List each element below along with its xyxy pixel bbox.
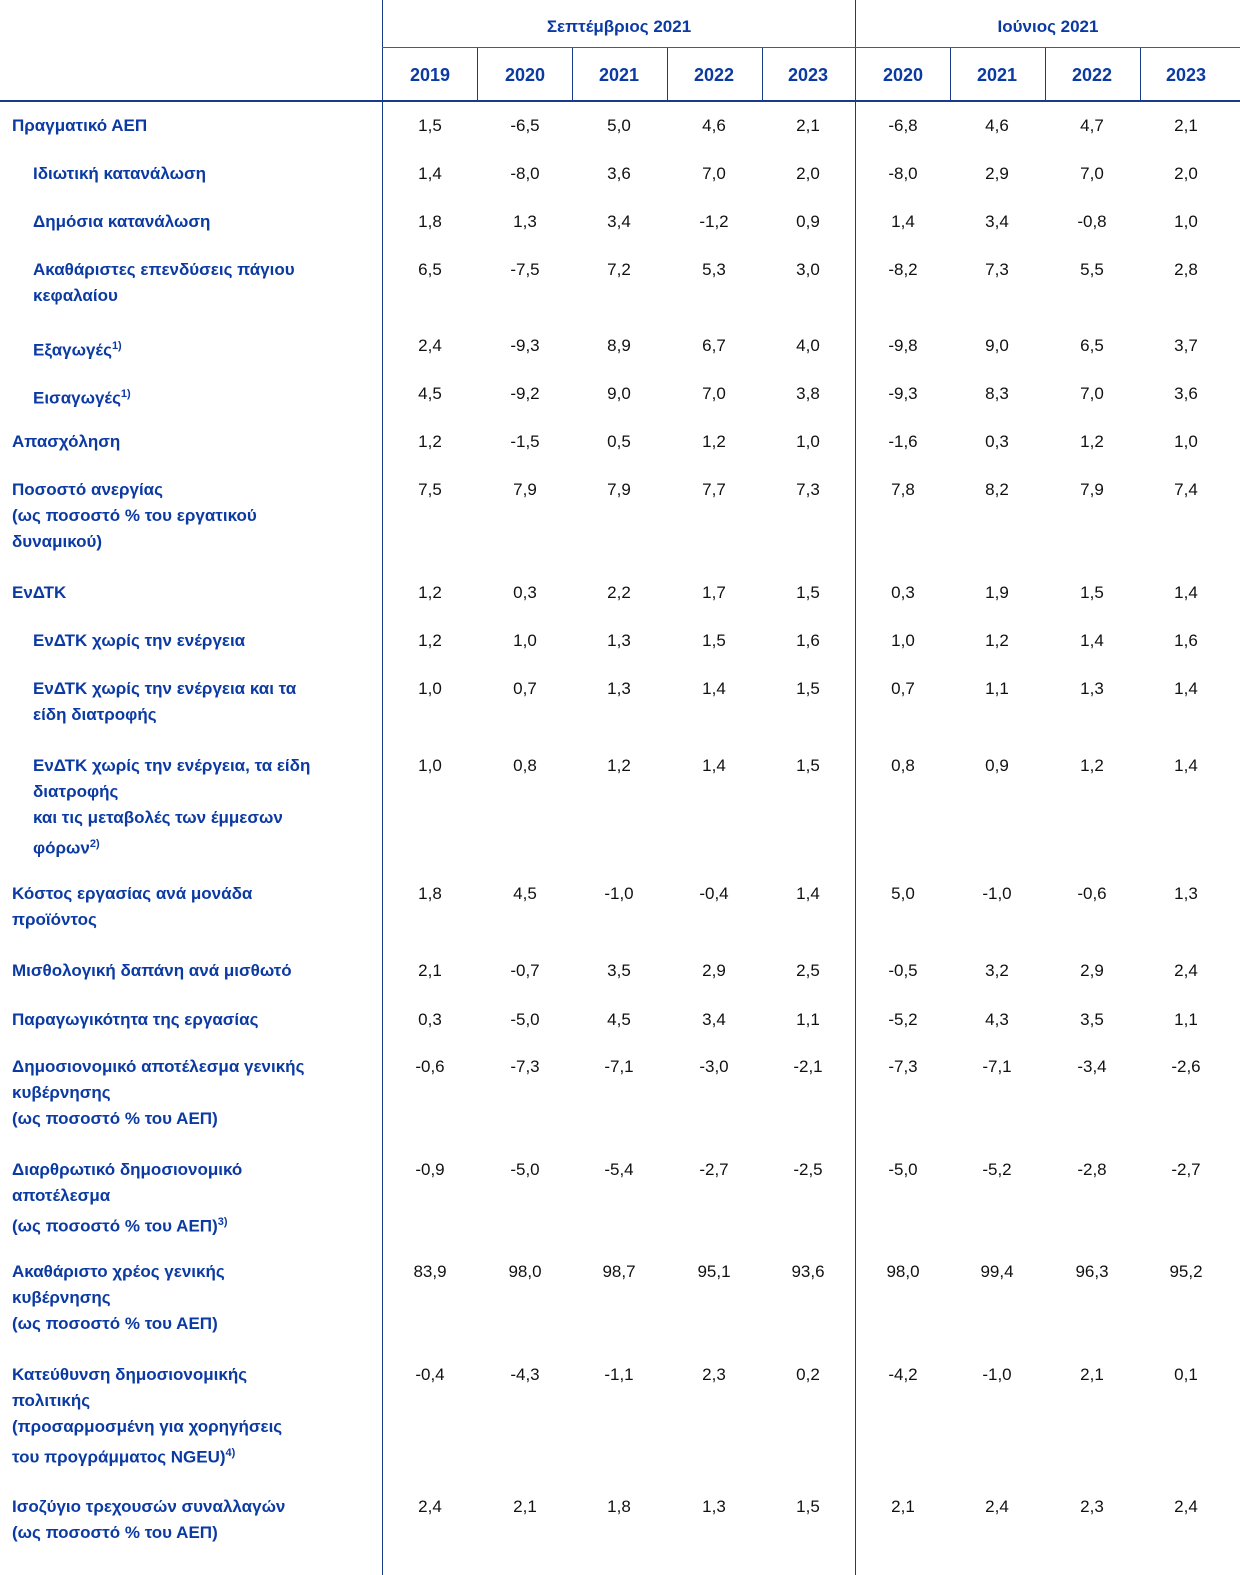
- table-cell: -2,1: [793, 1057, 823, 1076]
- table-cell: -6,5: [510, 116, 540, 135]
- table-cell: 3,5: [1080, 1010, 1104, 1029]
- table-cell: 96,3: [1075, 1262, 1109, 1281]
- table-cell: 2,1: [891, 1497, 915, 1516]
- table-cell: 3,4: [702, 1010, 726, 1029]
- table-cell: -5,2: [982, 1160, 1012, 1179]
- table-cell: 0,3: [985, 432, 1009, 451]
- table-cell: 1,4: [702, 756, 726, 775]
- table-cell: 1,9: [985, 583, 1009, 602]
- header-bottom-rule: [0, 100, 1240, 102]
- row-label-text: Δημοσιονομικό αποτέλεσμα γενικής κυβέρνησης (ως ποσοστό % του ΑΕΠ): [12, 1057, 305, 1128]
- row-label-text: ΕνΔΤΚ χωρίς την ενέργεια: [33, 631, 246, 650]
- table-cell: 4,5: [513, 884, 537, 903]
- table-cell: 1,2: [607, 756, 631, 775]
- row-label: [12, 1054, 377, 1132]
- table-cell: -1,0: [982, 1365, 1012, 1384]
- table-cell: -0,6: [415, 1057, 445, 1076]
- row-label-text: Πραγματικό ΑΕΠ: [12, 116, 148, 135]
- table-cell: -5,4: [604, 1160, 634, 1179]
- table-cell: 2,9: [1080, 961, 1104, 980]
- table-cell: 1,0: [891, 631, 915, 650]
- table-cell: 1,5: [418, 116, 442, 135]
- row-label: [12, 113, 377, 139]
- table-cell: 0,3: [418, 1010, 442, 1029]
- year-header: 2023: [1165, 65, 1207, 85]
- row-label: [12, 1362, 377, 1471]
- table-cell: 4,0: [796, 336, 820, 355]
- table-cell: -1,6: [888, 432, 918, 451]
- row-label: [33, 257, 398, 309]
- table-cell: -9,3: [510, 336, 540, 355]
- row-label: [33, 161, 398, 187]
- table-cell: -9,2: [510, 384, 540, 403]
- row-label-text: ΕνΔΤΚ χωρίς την ενέργεια, τα είδη διατροφής και τις μεταβολές των έμμεσων φόρων: [33, 756, 311, 858]
- table-cell: 1,0: [1174, 212, 1198, 231]
- row-label-text: Μισθολογική δαπάνη ανά μισθωτό: [12, 961, 292, 980]
- table-cell: -7,1: [604, 1057, 634, 1076]
- table-cell: -1,1: [604, 1365, 634, 1384]
- table-cell: 2,1: [418, 961, 442, 980]
- table-cell: 0,2: [796, 1365, 820, 1384]
- table-cell: 98,0: [886, 1262, 920, 1281]
- table-cell: 1,4: [1174, 679, 1198, 698]
- table-cell: 6,5: [418, 260, 442, 279]
- table-cell: -5,0: [510, 1010, 540, 1029]
- table-cell: 7,3: [796, 480, 820, 499]
- table-cell: 4,5: [418, 384, 442, 403]
- table-cell: 3,5: [607, 961, 631, 980]
- table-cell: 2,4: [1174, 961, 1198, 980]
- table-cell: 1,4: [891, 212, 915, 231]
- table-cell: -8,0: [510, 164, 540, 183]
- table-cell: 7,8: [891, 480, 915, 499]
- table-cell: 1,3: [513, 212, 537, 231]
- row-label-text: Ιδιωτική κατανάλωση: [33, 164, 206, 183]
- table-cell: 1,2: [1080, 756, 1104, 775]
- table-cell: 1,0: [513, 631, 537, 650]
- table-cell: 7,4: [1174, 480, 1198, 499]
- table-cell: 5,0: [891, 884, 915, 903]
- table-cell: 4,6: [985, 116, 1009, 135]
- table-cell: -5,2: [888, 1010, 918, 1029]
- table-cell: 1,5: [1080, 583, 1104, 602]
- table-cell: 1,8: [418, 884, 442, 903]
- table-cell: 1,2: [985, 631, 1009, 650]
- year-header: 2021: [976, 65, 1018, 85]
- table-cell: 1,5: [796, 756, 820, 775]
- table-cell: 98,0: [508, 1262, 542, 1281]
- row-label: [12, 580, 377, 606]
- table-cell: 1,2: [702, 432, 726, 451]
- table-cell: 99,4: [980, 1262, 1014, 1281]
- table-cell: 7,9: [513, 480, 537, 499]
- table-cell: 1,0: [1174, 432, 1198, 451]
- table-cell: -1,5: [510, 432, 540, 451]
- table-cell: -2,7: [1171, 1160, 1201, 1179]
- table-cell: -3,4: [1077, 1057, 1107, 1076]
- year-header: 2021: [598, 65, 640, 85]
- table-cell: 1,5: [796, 1497, 820, 1516]
- row-label: [12, 958, 377, 984]
- row-label: [12, 429, 377, 455]
- table-cell: 2,8: [1174, 260, 1198, 279]
- table-cell: 2,4: [418, 336, 442, 355]
- table-cell: 1,3: [607, 679, 631, 698]
- table-cell: 4,6: [702, 116, 726, 135]
- table-cell: 7,2: [607, 260, 631, 279]
- table-cell: 1,3: [607, 631, 631, 650]
- table-cell: 0,3: [891, 583, 915, 602]
- table-cell: 1,4: [702, 679, 726, 698]
- table-cell: -8,2: [888, 260, 918, 279]
- table-cell: 1,2: [418, 432, 442, 451]
- table-cell: 4,5: [607, 1010, 631, 1029]
- table-cell: 0,1: [1174, 1365, 1198, 1384]
- table-cell: 1,0: [418, 756, 442, 775]
- table-cell: -0,4: [699, 884, 729, 903]
- table-cell: 3,2: [985, 961, 1009, 980]
- table-cell: -7,3: [510, 1057, 540, 1076]
- table-cell: -8,0: [888, 164, 918, 183]
- table-cell: -0,4: [415, 1365, 445, 1384]
- row-label-text: Δημόσια κατανάλωση: [33, 212, 211, 231]
- table-cell: 1,2: [418, 631, 442, 650]
- table-cell: 1,8: [607, 1497, 631, 1516]
- table-cell: 9,0: [607, 384, 631, 403]
- table-cell: -0,9: [415, 1160, 445, 1179]
- table-cell: 2,1: [1080, 1365, 1104, 1384]
- table-cell: -7,5: [510, 260, 540, 279]
- table-cell: 2,4: [418, 1497, 442, 1516]
- table-cell: 1,8: [418, 212, 442, 231]
- header-divider: [382, 47, 1240, 48]
- row-label: [12, 1494, 377, 1546]
- footnote-marker: 4): [225, 1447, 236, 1459]
- table-cell: 7,0: [1080, 384, 1104, 403]
- table-cell: 1,7: [702, 583, 726, 602]
- table-cell: 2,3: [702, 1365, 726, 1384]
- table-cell: 2,9: [985, 164, 1009, 183]
- table-cell: 1,2: [418, 583, 442, 602]
- row-label-text: Ισοζύγιο τρεχουσών συναλλαγών (ως ποσοστό % του ΑΕΠ): [12, 1497, 286, 1542]
- table-cell: -1,0: [604, 884, 634, 903]
- table-cell: -9,8: [888, 336, 918, 355]
- table-cell: -1,2: [699, 212, 729, 231]
- table-cell: -4,3: [510, 1365, 540, 1384]
- table-cell: 7,5: [418, 480, 442, 499]
- table-cell: 1,5: [796, 583, 820, 602]
- year-header: 2020: [504, 65, 546, 85]
- table-cell: 0,8: [891, 756, 915, 775]
- row-label: [33, 676, 398, 728]
- table-cell: 2,2: [607, 583, 631, 602]
- row-label-text: Παραγωγικότητα της εργασίας: [12, 1010, 259, 1029]
- table-cell: 1,4: [1174, 583, 1198, 602]
- table-cell: 83,9: [413, 1262, 447, 1281]
- table-cell: 95,1: [697, 1262, 731, 1281]
- table-cell: 2,5: [796, 961, 820, 980]
- table-cell: -7,3: [888, 1057, 918, 1076]
- year-header: 2022: [1071, 65, 1113, 85]
- group-header-june: Ιούνιος 2021: [997, 17, 1099, 36]
- table-cell: 1,4: [796, 884, 820, 903]
- table-cell: 0,8: [513, 756, 537, 775]
- table-cell: -2,8: [1077, 1160, 1107, 1179]
- table-cell: 2,4: [1174, 1497, 1198, 1516]
- table-cell: -0,8: [1077, 212, 1107, 231]
- table-cell: -0,7: [510, 961, 540, 980]
- table-cell: -9,3: [888, 384, 918, 403]
- table-cell: -1,0: [982, 884, 1012, 903]
- table-cell: 3,6: [607, 164, 631, 183]
- table-cell: 4,7: [1080, 116, 1104, 135]
- row-label-text: Εξαγωγές: [33, 340, 112, 360]
- table-cell: 5,3: [702, 260, 726, 279]
- table-cell: 4,3: [985, 1010, 1009, 1029]
- table-cell: 2,0: [1174, 164, 1198, 183]
- table-cell: 1,1: [796, 1010, 820, 1029]
- footnote-marker: 1): [111, 340, 122, 352]
- year-header: 2023: [787, 65, 829, 85]
- table-cell: 7,0: [1080, 164, 1104, 183]
- table-cell: 3,6: [1174, 384, 1198, 403]
- table-cell: 7,0: [702, 164, 726, 183]
- row-label-text: Κατεύθυνση δημοσιονομικής πολιτικής (προσαρμοσμένη για χορηγήσεις του προγράμματος NGEU): [12, 1365, 283, 1467]
- table-cell: -7,1: [982, 1057, 1012, 1076]
- table-cell: 7,0: [702, 384, 726, 403]
- table-cell: 3,7: [1174, 336, 1198, 355]
- table-cell: 1,4: [418, 164, 442, 183]
- table-cell: 1,3: [1174, 884, 1198, 903]
- table-cell: 0,5: [607, 432, 631, 451]
- table-cell: -2,7: [699, 1160, 729, 1179]
- table-cell: 1,0: [418, 679, 442, 698]
- table-cell: -2,6: [1171, 1057, 1201, 1076]
- table-cell: 7,9: [607, 480, 631, 499]
- table-cell: 93,6: [791, 1262, 825, 1281]
- table-cell: 5,0: [607, 116, 631, 135]
- table-cell: 2,9: [702, 961, 726, 980]
- group-header-september: Σεπτέμβριος 2021: [546, 17, 692, 36]
- table-cell: -4,2: [888, 1365, 918, 1384]
- table-cell: 98,7: [602, 1262, 636, 1281]
- table-cell: 3,4: [985, 212, 1009, 231]
- table-cell: 1,1: [1174, 1010, 1198, 1029]
- row-label: [33, 333, 398, 364]
- table-cell: 1,4: [1174, 756, 1198, 775]
- table-cell: 9,0: [985, 336, 1009, 355]
- table-cell: 8,2: [985, 480, 1009, 499]
- row-label-text: ΕνΔΤΚ χωρίς την ενέργεια και τα είδη διατροφής: [33, 679, 297, 724]
- table-cell: 0,9: [985, 756, 1009, 775]
- footnote-marker: 1): [120, 388, 131, 400]
- table-cell: -5,0: [510, 1160, 540, 1179]
- row-label-text: ΕνΔΤΚ: [12, 583, 67, 602]
- table-cell: 2,1: [513, 1497, 537, 1516]
- table-cell: 1,0: [796, 432, 820, 451]
- table-cell: 2,1: [796, 116, 820, 135]
- table-cell: 0,7: [891, 679, 915, 698]
- table-cell: 1,5: [796, 679, 820, 698]
- table-cell: 1,2: [1080, 432, 1104, 451]
- row-label: [12, 1259, 377, 1337]
- table-cell: 8,9: [607, 336, 631, 355]
- table-cell: 1,6: [1174, 631, 1198, 650]
- table-cell: 8,3: [985, 384, 1009, 403]
- table-cell: 2,1: [1174, 116, 1198, 135]
- table-cell: 0,7: [513, 679, 537, 698]
- table-cell: 2,4: [985, 1497, 1009, 1516]
- table-cell: -6,8: [888, 116, 918, 135]
- table-cell: 2,0: [796, 164, 820, 183]
- table-cell: 3,8: [796, 384, 820, 403]
- row-label-text: Διαρθρωτικό δημοσιονομικό αποτέλεσμα (ως ποσοστό % του ΑΕΠ): [12, 1160, 243, 1236]
- table-cell: 0,9: [796, 212, 820, 231]
- table-cell: -0,6: [1077, 884, 1107, 903]
- row-label: [12, 1157, 377, 1240]
- table-cell: 7,3: [985, 260, 1009, 279]
- year-header: 2019: [409, 65, 451, 85]
- table-cell: -5,0: [888, 1160, 918, 1179]
- table-cell: 6,7: [702, 336, 726, 355]
- row-label: [12, 881, 377, 933]
- row-label-text: Ακαθάριστο χρέος γενικής κυβέρνησης (ως ποσοστό % του ΑΕΠ): [12, 1262, 225, 1333]
- table-cell: 1,5: [702, 631, 726, 650]
- table-cell: 3,4: [607, 212, 631, 231]
- row-label-text: Ποσοστό ανεργίας (ως ποσοστό % του εργατικού δυναμικού): [12, 480, 257, 551]
- table-cell: 1,3: [702, 1497, 726, 1516]
- footnote-marker: 3): [217, 1216, 228, 1228]
- row-label: [33, 209, 398, 235]
- row-label: [33, 753, 398, 862]
- table-cell: 2,3: [1080, 1497, 1104, 1516]
- footnote-marker: 2): [89, 838, 100, 850]
- row-label-text: Κόστος εργασίας ανά μονάδα προϊόντος: [12, 884, 253, 929]
- row-label: [33, 381, 398, 412]
- row-label-text: Απασχόληση: [12, 432, 121, 451]
- row-label: [12, 477, 377, 555]
- table-cell: 1,4: [1080, 631, 1104, 650]
- row-label: [33, 628, 398, 654]
- table-cell: 5,5: [1080, 260, 1104, 279]
- year-header: 2020: [882, 65, 924, 85]
- table-cell: 0,3: [513, 583, 537, 602]
- table-cell: 6,5: [1080, 336, 1104, 355]
- table-cell: 7,9: [1080, 480, 1104, 499]
- column-divider: [855, 0, 856, 1575]
- row-label-text: Εισαγωγές: [33, 388, 121, 408]
- table-cell: 7,7: [702, 480, 726, 499]
- table-cell: 1,3: [1080, 679, 1104, 698]
- table-cell: 1,6: [796, 631, 820, 650]
- table-cell: -3,0: [699, 1057, 729, 1076]
- table-cell: -2,5: [793, 1160, 823, 1179]
- row-label-text: Ακαθάριστες επενδύσεις πάγιου κεφαλαίου: [33, 260, 295, 305]
- table-cell: 95,2: [1169, 1262, 1203, 1281]
- table-cell: 3,0: [796, 260, 820, 279]
- table-cell: -0,5: [888, 961, 918, 980]
- year-header: 2022: [693, 65, 735, 85]
- row-label: [12, 1007, 377, 1033]
- table-cell: 1,1: [985, 679, 1009, 698]
